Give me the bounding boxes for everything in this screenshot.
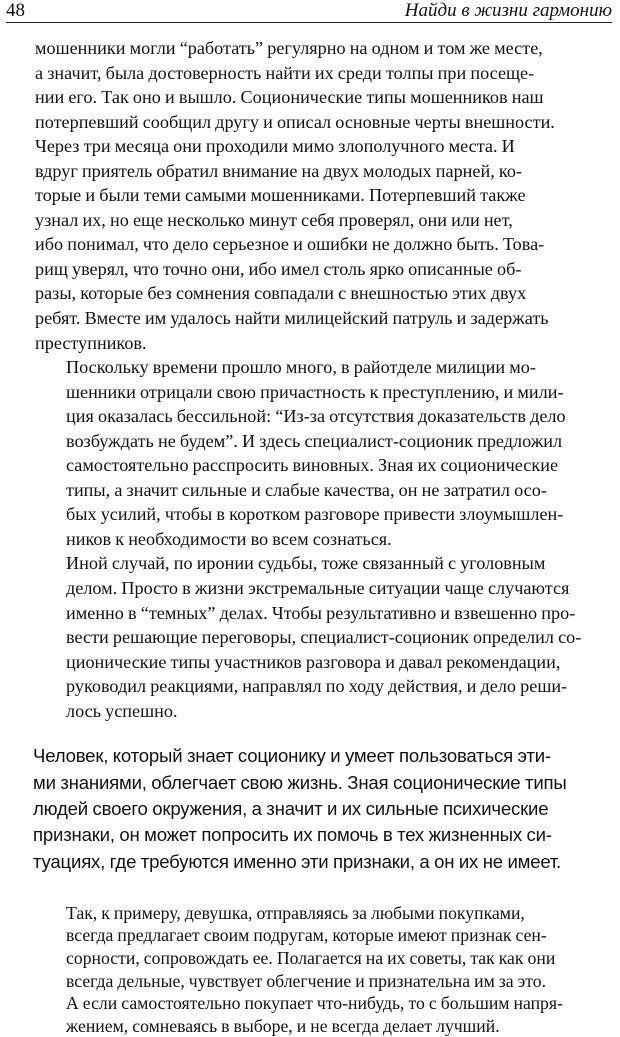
text-line: лось успешно. [66,700,178,721]
text-line: шенники отрицали свою причастность к преступлению, и мили- [66,381,564,402]
paragraph-continuation [35,36,612,355]
text-line: Иной случай, по иронии судьбы, тоже связанный с уголовным [66,553,546,574]
text-line: преступников. [35,332,147,353]
text-line: Человек, который знает соционику и умеет пользоваться эти- [33,745,551,767]
text-line: сорности, сопровождать ее. Полагается на их советы, так как они [66,947,556,968]
text-line: ционические типы участников разговора и давал рекомендации, [66,651,561,672]
text-line: ция оказалась бессильной: “Из-за отсутствия доказательств дело [66,406,566,427]
paragraph-other-case [35,551,612,723]
text-line: самостоятельно расспросить виновных. Зная их соционические [66,455,559,476]
text-line: Через три месяца они проходили мимо злополучного места. И [35,136,515,157]
text-line: рищ уверял, что точно они, ибо имел столь ярко описанные об- [35,258,522,279]
text-line: жением, сомневаясь в выборе, и не всегда делает лучший. [66,1015,500,1036]
text-line: всегда дельные, чувствует облегчение и признательна им за это. [66,970,547,991]
paragraph-police [35,355,612,551]
text-line: руководил реакциями, направлял по ходу действия, и дело реши- [66,676,568,697]
text-line: вести решающие переговоры, специалист-соционик определил со- [66,627,582,648]
text-line: торые и были теми самыми мошенниками. Потерпевший также [35,185,526,206]
example-paragraph [35,902,612,1037]
text-line: типы, а значит сильные и слабые качества, он не затратил осо- [66,479,547,500]
text-line: ми знаниями, облегчает свою жизнь. Зная соционические типы [33,771,567,793]
text-line: бых усилий, чтобы в коротком разговоре привести злоумышлен- [66,504,564,525]
text-line: Так, к примеру, девушка, отправляясь за любыми покупками, [66,902,525,923]
page-header [0,0,620,24]
text-line: именно в “темных” делах. Чтобы результативно и взвешенно про- [66,602,576,623]
running-title: Найди в жизни гармонию [404,0,612,21]
text-line: нии его. Так оно и вышло. Соционические типы мошенников наш [35,87,544,108]
text-line: разы, которые без сомнения совпадали с внешностью этих двух [35,283,527,304]
text-line: а значит, была достоверность найти их среди толпы при посеще- [35,62,535,83]
text-line: людей своего окружения, а значит и их сильные психические [33,797,549,819]
text-line: потерпевший сообщил другу и описал основные черты внешности. [35,111,555,132]
text-line: ибо понимал, что дело серьезное и ошибки не должно быть. Това- [35,234,545,255]
header-rule [6,22,612,23]
text-line: ребят. Вместе им удалось найти милицейский патруль и задержать [35,308,549,329]
text-line: ников к необходимости во всем сознаться. [66,528,392,549]
text-line: мошенники могли “работать” регулярно на одном и том же месте, [35,38,543,58]
text-line: туациях, где требуются именно эти признаки, а он их не имеет. [33,850,562,872]
body-text [35,36,612,1037]
text-line: делом. Просто в жизни экстремальные ситуации чаще случаются [66,578,570,599]
text-line: вдруг приятель обратил внимание на двух молодых парней, ко- [35,160,522,181]
text-line: А если самостоятельно покупает что-нибудь, то с большим напря- [66,993,563,1014]
text-line: всегда предлагает своим подругам, которые имеют признак сен- [66,925,547,946]
page-number: 48 [6,0,25,21]
highlight-paragraph [33,743,612,874]
text-line: признаки, он может попросить их помочь в тех жизненных си- [33,824,552,846]
text-line: возбуждать не будем”. И здесь специалист-соционик предложил [66,430,563,451]
text-line: Поскольку времени прошло много, в райотделе милиции мо- [66,357,536,378]
text-line: узнал их, но еще несколько минут себя проверял, они или нет, [35,209,513,230]
